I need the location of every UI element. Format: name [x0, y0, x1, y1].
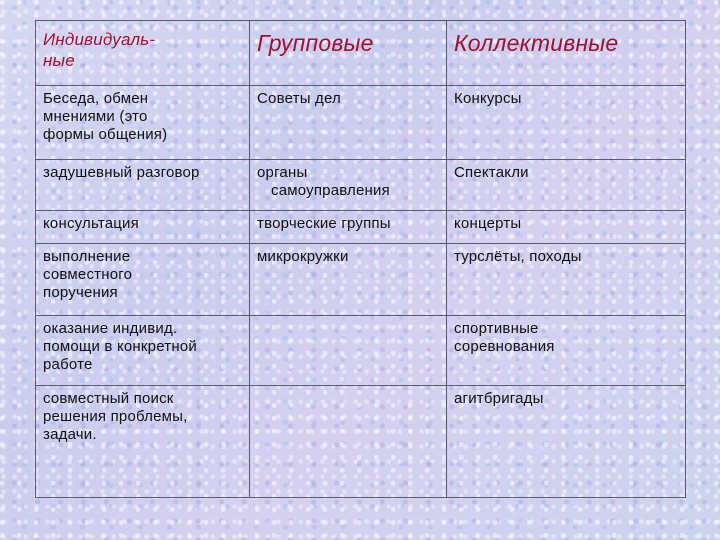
cell-text: спортивные соревнования [454, 320, 555, 355]
table-cell [447, 160, 686, 211]
cell-text: творческие группы [257, 215, 391, 232]
table-cell [447, 386, 686, 498]
cell-text: концерты [454, 215, 522, 232]
table-cell [36, 244, 250, 316]
header-collective [447, 21, 686, 86]
cell-text: микрокружки [257, 248, 349, 265]
table-cell [447, 86, 686, 160]
cell-text [257, 164, 439, 200]
cell-text: совместный поиск решения проблемы, задачи. [43, 390, 188, 443]
table-cell [36, 316, 250, 386]
header-group [250, 21, 447, 86]
table-cell [36, 86, 250, 160]
table-cell [36, 211, 250, 244]
table-header-row [36, 21, 686, 86]
cell-text-line: органы [257, 164, 308, 181]
cell-text: Спектакли [454, 164, 529, 181]
header-group-label: Групповые [257, 30, 374, 56]
table-row [36, 244, 686, 316]
table-cell [250, 386, 447, 498]
cell-text: выполнение совместного поручения [43, 248, 133, 301]
table-cell [36, 160, 250, 211]
table-row [36, 160, 686, 211]
table-cell [250, 211, 447, 244]
table-cell [250, 244, 447, 316]
forms-table [35, 20, 686, 498]
cell-text: агитбригады [454, 390, 544, 407]
cell-text-line: самоуправления [271, 182, 390, 199]
table-cell [36, 386, 250, 498]
table-cell [447, 211, 686, 244]
cell-text: Конкурсы [454, 90, 522, 107]
cell-text: задушевный разговор [43, 164, 200, 181]
header-collective-label: Коллективные [454, 30, 619, 56]
cell-text: Советы дел [257, 90, 341, 107]
table-cell [250, 86, 447, 160]
table-row [36, 386, 686, 498]
table-row [36, 316, 686, 386]
table-cell [447, 244, 686, 316]
cell-text: оказание индивид. помощи в конкретной работе [43, 320, 197, 373]
header-individual [36, 21, 250, 86]
table-cell [250, 160, 447, 211]
cell-text: турслёты, походы [454, 248, 582, 265]
header-individual-label: Индивидуаль- ные [43, 30, 156, 70]
table-cell [250, 316, 447, 386]
cell-text: Беседа, обмен мнениями (это формы общения) [43, 90, 168, 143]
table-cell [447, 316, 686, 386]
table-row [36, 211, 686, 244]
table-row [36, 86, 686, 160]
cell-text: консультация [43, 215, 139, 232]
